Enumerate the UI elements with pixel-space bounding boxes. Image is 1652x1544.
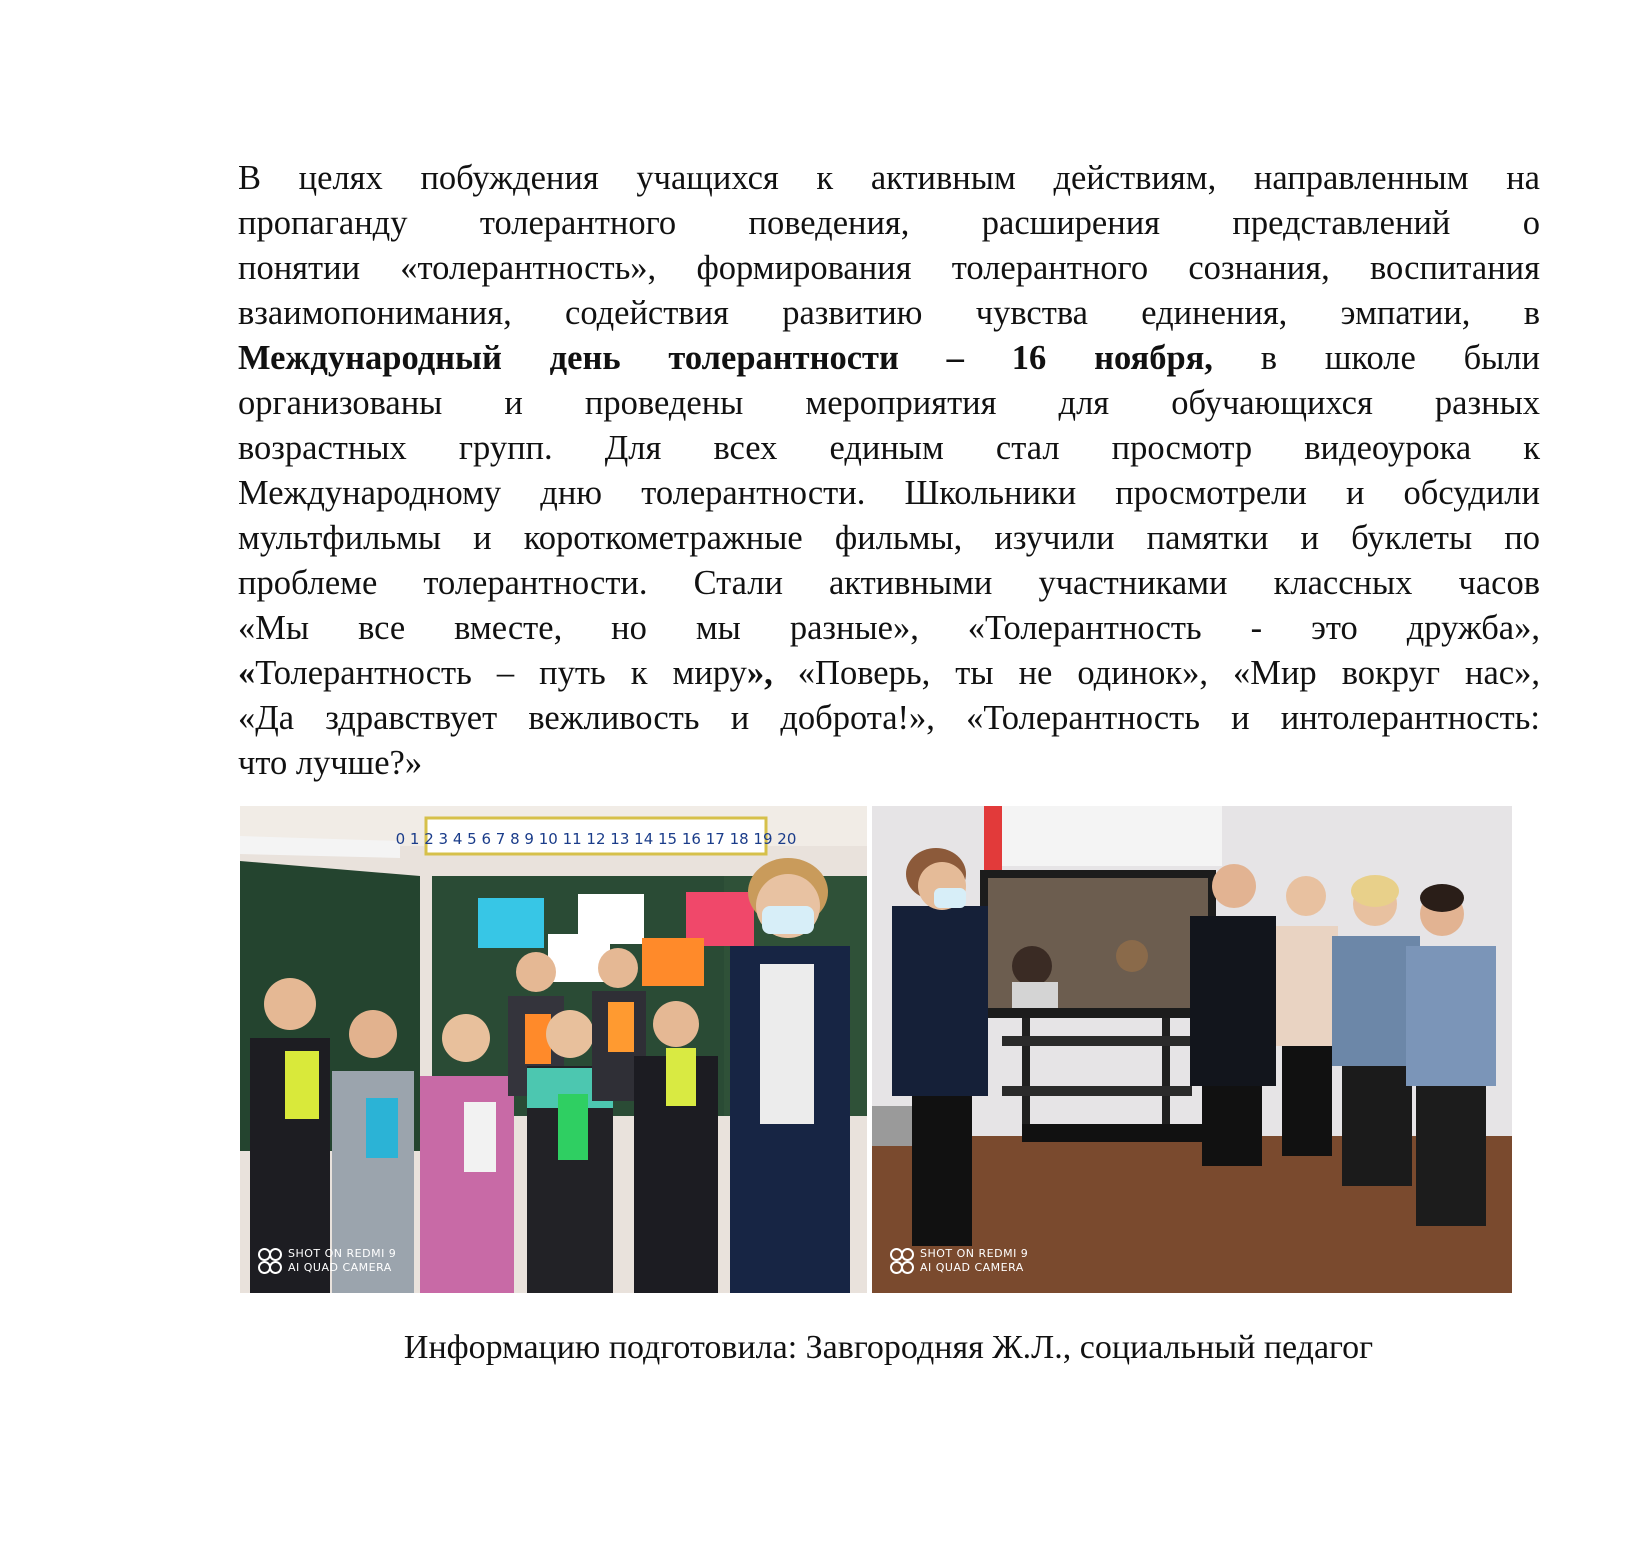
text-line: В целях побуждения учащихся к активным действиям, направленным на [238,159,1540,197]
text-line [238,336,1540,381]
text-line: «Мы все вместе, но мы разные», «Толерантность - это дружба», [238,609,1540,647]
text-line: возрастных групп. Для всех единым стал просмотр видеоурока к [238,429,1540,467]
number-strip-text: 0 1 2 3 4 5 6 7 8 9 10 11 12 13 14 15 16 17 18 19 20 [395,830,797,848]
watermark-line: SHOT ON REDMI 9 [288,1247,397,1260]
camera-watermark [890,1247,1028,1275]
text-fragment: в школе были [1212,339,1540,377]
text-fragment: «Поверь, ты не одинок», «Мир вокруг нас», [772,654,1540,692]
text-line: пропаганду толерантного поведения, расширения представлений о [238,204,1540,242]
watermark-line: AI QUAD CAMERA [288,1261,392,1274]
photo-classroom-children [240,806,867,1293]
text-line: понятии «толерантность», формирования толерантного сознания, воспитания [238,249,1540,287]
text-line: мультфильмы и короткометражные фильмы, изучили памятки и буклеты по [238,519,1540,557]
text-line: проблеме толерантности. Стали активными участниками классных часов [238,564,1540,602]
article-body [238,156,1540,786]
watermark-line: AI QUAD CAMERA [920,1261,1024,1274]
camera-logo-icon [258,1248,280,1274]
text-line: Международному дню толерантности. Школьники просмотрели и обсудили [238,474,1540,512]
text-line: взаимопонимания, содействия развитию чувства единения, эмпатии, в [238,294,1540,332]
text-fragment: Толерантность – путь к миру [255,654,747,692]
holiday-name: Международный день толерантности – 16 ноября, [238,339,1213,377]
camera-watermark [258,1247,396,1275]
camera-logo-icon [890,1248,912,1274]
text-line: «Да здравствует вежливость и доброта!», «Толерантность и интолерантность: [238,699,1540,737]
text-line [238,651,1540,696]
quote-mark: « [238,654,256,692]
quote-mark: », [746,654,773,692]
watermark-line: SHOT ON REDMI 9 [920,1247,1029,1260]
photo-classroom-illustration [240,806,867,1293]
photo-video-lesson [872,806,1512,1293]
text-line: что лучше?» [238,744,423,782]
text-line: организованы и проведены мероприятия для обучающихся разных [238,384,1540,422]
author-credit: Информацию подготовила: Завгородняя Ж.Л., социальный педагог [403,1329,1374,1366]
photo-video-lesson-illustration [872,806,1512,1293]
